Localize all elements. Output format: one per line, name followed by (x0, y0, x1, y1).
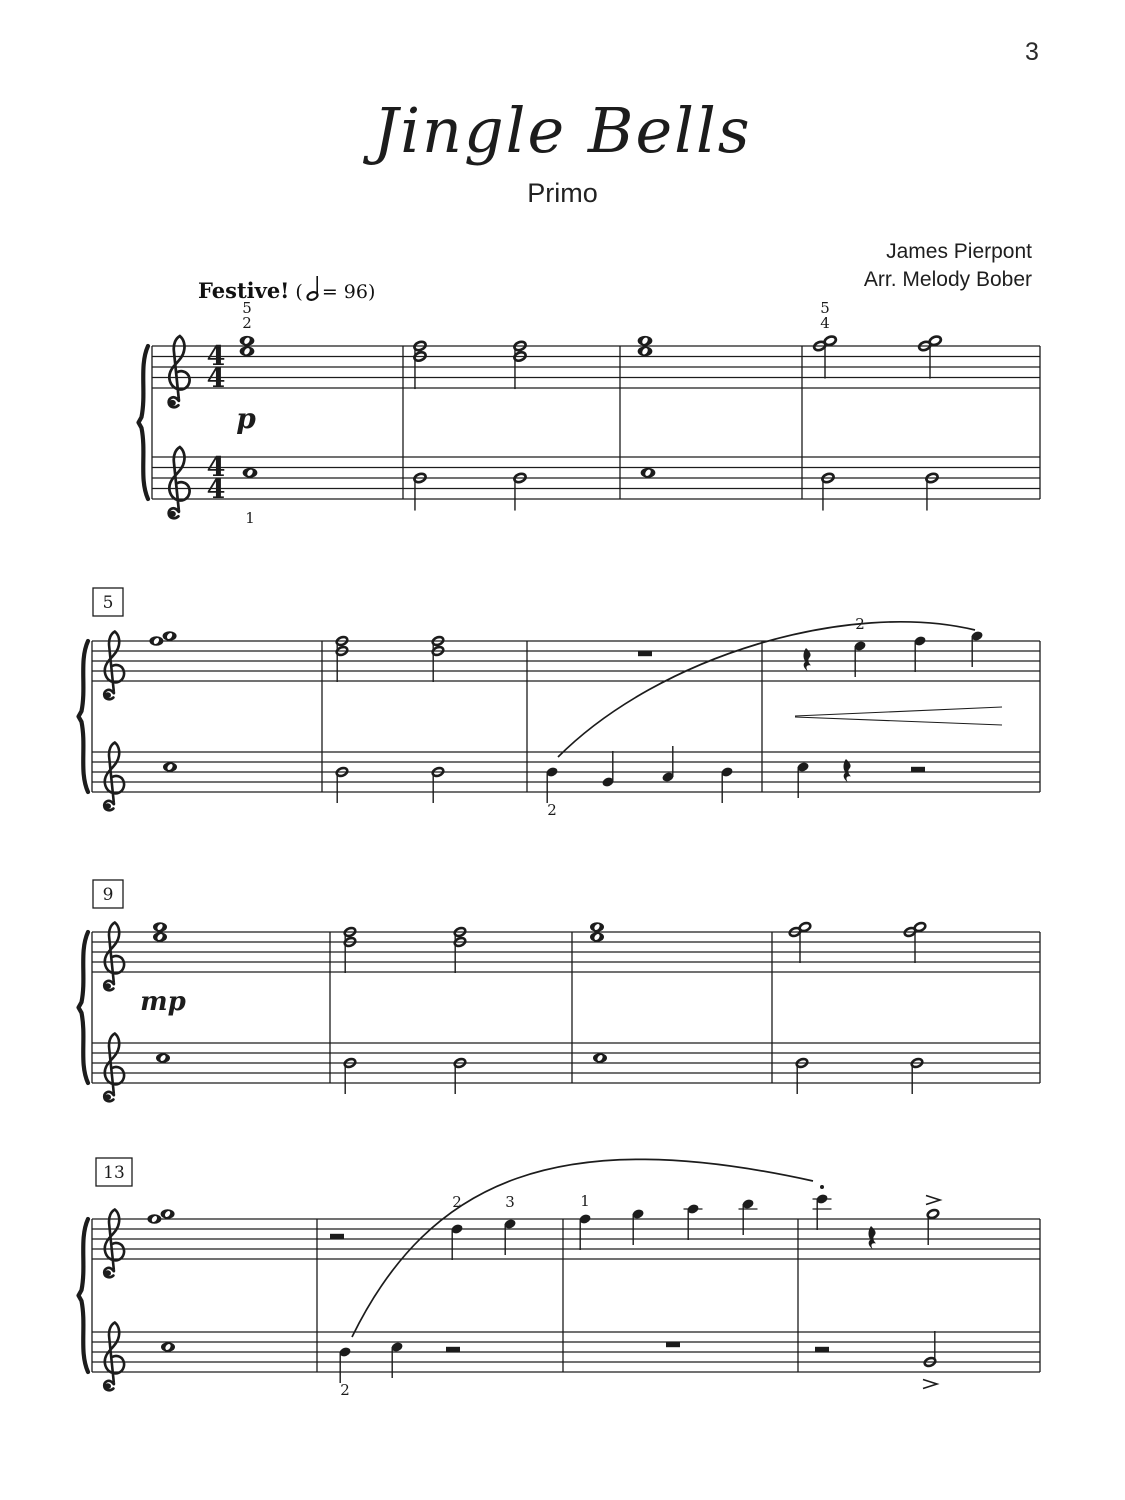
note (923, 1331, 937, 1389)
whole-rest (666, 1342, 680, 1347)
arranger-name: Arr. Melody Bober (863, 268, 1032, 291)
slur (352, 1159, 813, 1337)
fingering-number: 2 (547, 801, 557, 819)
accent-mark (923, 1380, 937, 1389)
half-rest (446, 1347, 460, 1352)
whole-rest (638, 651, 652, 656)
note (601, 751, 614, 788)
fingering-number: 2 (242, 313, 252, 332)
measure-number: 13 (103, 1163, 125, 1183)
treble-clef-icon (104, 743, 124, 811)
note (344, 927, 357, 973)
note (156, 1053, 170, 1062)
note (641, 468, 656, 478)
time-signature-lower: 4 (206, 474, 226, 505)
treble-clef-icon (169, 336, 190, 407)
treble-clef-icon (104, 1034, 124, 1102)
note (161, 1342, 175, 1351)
half-rest (330, 1234, 344, 1239)
tempo-word: Festive! (198, 278, 290, 303)
grand-staff-brace (79, 641, 89, 792)
fingering-number: 5 (242, 298, 252, 317)
treble-clef-icon (169, 447, 190, 518)
fingering-number: 2 (855, 615, 865, 633)
system-3 (79, 880, 1041, 1101)
note (593, 1053, 607, 1062)
system-4 (79, 1158, 1041, 1399)
piece-title: Jingle Bells (373, 94, 752, 167)
treble-clef-icon (104, 1210, 124, 1278)
treble-clef-icon (104, 1323, 124, 1391)
note (163, 762, 177, 771)
note (338, 1346, 351, 1383)
grand-staff-brace (79, 1219, 89, 1372)
grand-staff-brace (139, 346, 149, 499)
fingering-number: 3 (505, 1193, 515, 1211)
fingering-number: 5 (820, 298, 830, 317)
note (432, 636, 445, 682)
time-signature-lower: 4 (206, 363, 226, 394)
half-rest (911, 767, 925, 772)
note (545, 766, 558, 803)
note (720, 766, 733, 803)
fingering-number: 1 (245, 508, 255, 527)
treble-clef-icon (104, 632, 124, 700)
note (413, 340, 427, 389)
fingering-number: 2 (452, 1193, 462, 1211)
fingering-number: 4 (820, 313, 830, 332)
note (926, 1196, 940, 1246)
note (450, 1223, 463, 1260)
accent-mark (926, 1196, 940, 1205)
fingering-number: 1 (580, 1192, 590, 1210)
measure-number: 5 (102, 593, 114, 613)
dynamic-marking: p (236, 402, 256, 435)
part-label: Primo (527, 178, 598, 208)
tempo-equals: = 96) (321, 281, 376, 303)
measure-number: 9 (102, 885, 114, 905)
note (913, 635, 926, 672)
note (684, 1203, 703, 1240)
composer-name: James Pierpont (886, 240, 1032, 263)
treble-clef-icon (104, 923, 124, 991)
grand-staff-brace (79, 932, 89, 1083)
system-2 (79, 588, 1041, 819)
dynamic-marking: mp (140, 987, 186, 1017)
system-1 (139, 299, 1041, 527)
note (578, 1213, 591, 1250)
crescendo-hairpin (795, 707, 1002, 725)
note (336, 636, 349, 682)
tempo-paren: ( (295, 281, 303, 303)
fingering-number: 2 (340, 1381, 350, 1399)
note (813, 1185, 832, 1230)
time-signature-upper: 4 (206, 341, 226, 372)
note (147, 1209, 174, 1223)
note (513, 340, 527, 389)
half-rest (815, 1347, 829, 1352)
note (454, 927, 467, 973)
note (243, 468, 258, 478)
page-number: 3 (1025, 38, 1039, 66)
time-signature-upper: 4 (206, 452, 226, 483)
staccato-dot (820, 1185, 824, 1189)
note (149, 631, 176, 645)
slur (558, 622, 975, 757)
